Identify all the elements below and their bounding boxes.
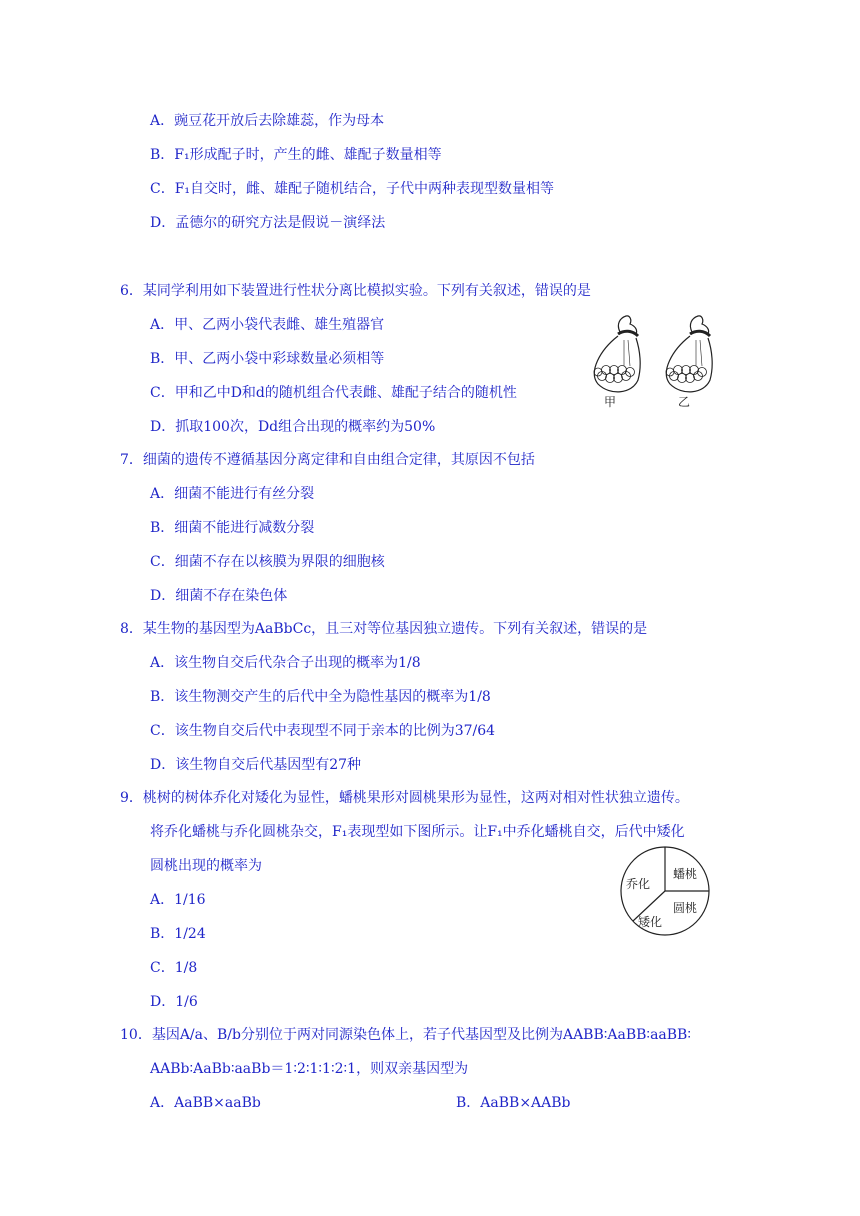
q8-option-b: B．该生物测交产生的后代中全为隐性基因的概率为1/8 <box>150 689 491 705</box>
pie-label-aihua: 矮化 <box>638 915 663 929</box>
q7-stem: 7．细菌的遗传不遵循基因分离定律和自由组合定律，其原因不包括 <box>120 452 535 468</box>
q8-option-c: C．该生物自交后代中表现型不同于亲本的比例为37/64 <box>150 723 496 739</box>
q7-option-d: D．细菌不存在染色体 <box>150 588 288 604</box>
q9-stem-line1: 9．桃树的树体乔化对矮化为显性，蟠桃果形对圆桃果形为显性，这两对相对性状独立遗传。 <box>120 790 689 806</box>
q5-option-a: A．豌豆花开放后去除雄蕊，作为母本 <box>150 113 385 129</box>
q6-option-d: D．抓取100次，Dd组合出现的概率约为50% <box>150 419 436 435</box>
bag-yi-label: 乙 <box>678 395 691 409</box>
q5-option-b: B．F₁形成配子时，产生的雌、雄配子数量相等 <box>150 147 442 163</box>
q6-bags-figure <box>580 310 740 410</box>
q9-pie-diagram <box>618 844 712 938</box>
q8-option-d: D．该生物自交后代基因型有27种 <box>150 757 362 773</box>
q9-option-a: A．1/16 <box>150 892 206 908</box>
q10-option-b: B．AaBB×AABb <box>456 1095 571 1111</box>
q7-option-a: A．细菌不能进行有丝分裂 <box>150 486 315 502</box>
q9-option-d: D．1/6 <box>150 994 198 1010</box>
bag-jia-icon <box>594 316 640 392</box>
q7-option-b: B．细菌不能进行减数分裂 <box>150 520 315 536</box>
pie-label-qiaohua: 乔化 <box>626 877 651 891</box>
q7-option-c: C．细菌不存在以核膜为界限的细胞核 <box>150 554 385 570</box>
q10-stem-line1: 10．基因A/a、B/b分别位于两对同源染色体上，若子代基因型及比例为AABB∶AaBB∶aaBB∶ <box>120 1027 691 1043</box>
bag-yi-icon <box>666 316 712 392</box>
q8-stem: 8．某生物的基因型为AaBbCc，且三对等位基因独立遗传。下列有关叙述，错误的是 <box>120 621 648 637</box>
q9-option-b: B．1/24 <box>150 926 206 942</box>
q9-stem-line2: 将乔化蟠桃与乔化圆桃杂交，F₁表现型如下图所示。让F₁中乔化蟠桃自交，后代中矮化 <box>150 824 685 840</box>
bag-jia-label: 甲 <box>604 395 617 409</box>
q6-stem: 6．某同学利用如下装置进行性状分离比模拟实验。下列有关叙述，错误的是 <box>120 283 591 299</box>
q6-option-c: C．甲和乙中D和d的随机组合代表雌、雄配子结合的随机性 <box>150 385 517 401</box>
pie-label-yuantao: 圆桃 <box>673 901 698 915</box>
q9-stem-line3: 圆桃出现的概率为 <box>150 858 262 874</box>
q8-option-a: A．该生物自交后代杂合子出现的概率为1/8 <box>150 655 421 671</box>
q10-option-a: A．AaBB×aaBb <box>150 1095 261 1111</box>
q6-option-b: B．甲、乙两小袋中彩球数量必须相等 <box>150 351 385 367</box>
q10-stem-line2: AABb∶AaBb∶aaBb＝1∶2∶1∶1∶2∶1，则双亲基因型为 <box>150 1061 469 1077</box>
q6-option-a: A．甲、乙两小袋代表雌、雄生殖器官 <box>150 317 385 333</box>
q5-option-c: C．F₁自交时，雌、雄配子随机结合，子代中两种表现型数量相等 <box>150 181 555 197</box>
pie-label-pantao: 蟠桃 <box>673 867 698 881</box>
q5-option-d: D．孟德尔的研究方法是假说－演绎法 <box>150 215 386 231</box>
q9-option-c: C．1/8 <box>150 960 198 976</box>
